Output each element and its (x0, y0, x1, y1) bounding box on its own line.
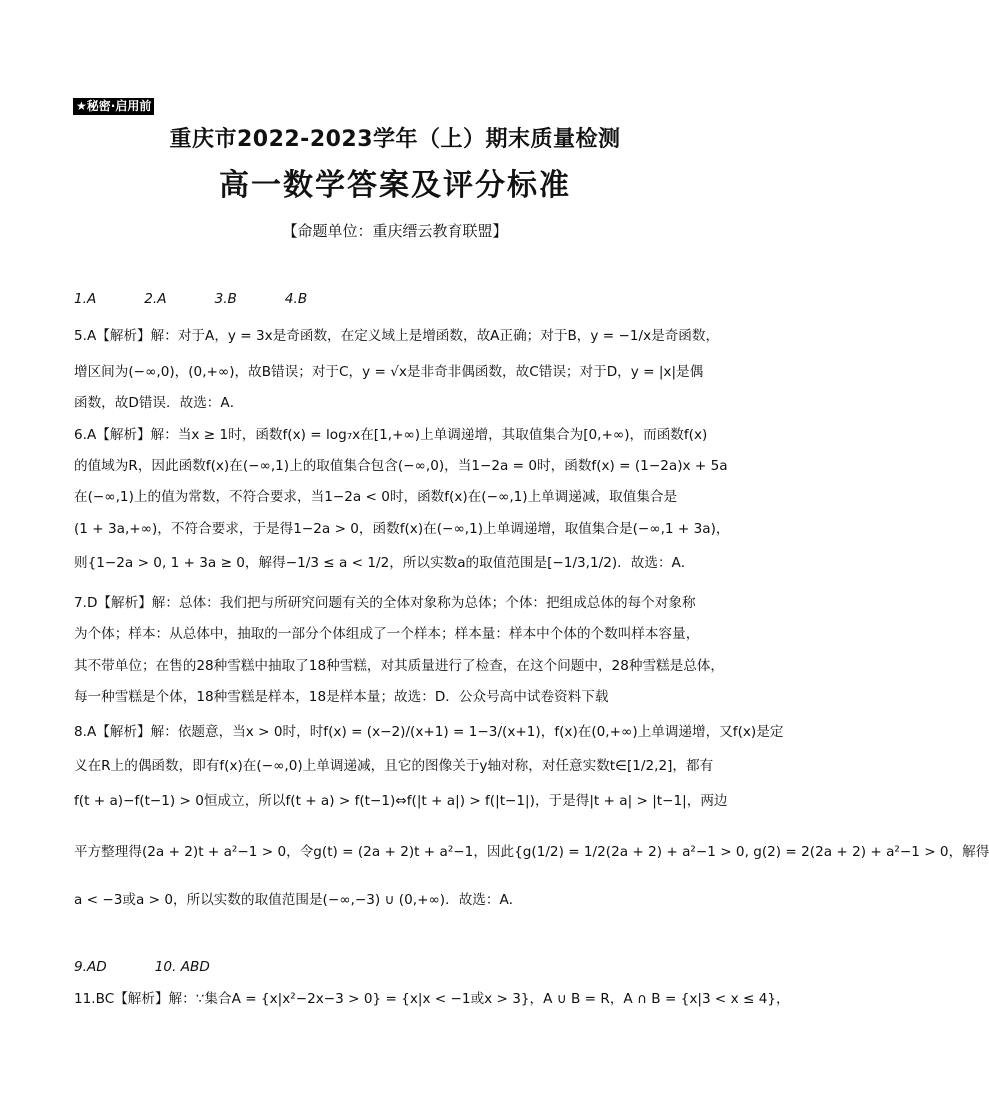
q7-line-2: 为个体；样本：从总体中，抽取的一部分个体组成了一个样本；样本量：样本中个体的个数叫样本容量， (74, 626, 700, 642)
q6-line-3: 在(−∞,1)上的值为常数，不符合要求，当1−2a < 0时，函数f(x)在(−∞,1)上单调递减，取值集合是 (74, 489, 678, 505)
q11-line-1: 11.BC【解析】解：∵集合A = {x|x²−2x−3 > 0} = {x|x < −1或x > 3}，A ∪ B = R，A ∩ B = {x|3 < x ≤ 4}， (74, 991, 790, 1007)
q7-line-1: 7.D【解析】解：总体：我们把与所研究问题有关的全体对象称为总体；个体：把组成总体的每个对象称 (74, 595, 696, 611)
q8-line-1: 8.A【解析】解：依题意，当x > 0时，时f(x) = (x−2)/(x+1) = 1−3/(x+1)，f(x)在(0,+∞)上单调递增，又f(x)是定 (74, 724, 784, 740)
organizer-line: 【命题单位：重庆缙云教育联盟】 (282, 222, 508, 240)
q8-line-2: 义在R上的偶函数，即有f(x)在(−∞,0)上单调递减，且它的图像关于y轴对称，对任意实数t∈[1/2,2]，都有 (74, 758, 714, 774)
q6-line-1: 6.A【解析】解：当x ≥ 1时，函数f(x) = log₇x在[1,+∞)上单调递增，其取值集合为[0,+∞)，而函数f(x) (74, 427, 708, 443)
q6-line-5: 则{1−2a > 0, 1 + 3a ≥ 0，解得−1/3 ≤ a < 1/2，所以实数a的取值范围是[−1/3,1/2)．故选：A． (74, 555, 695, 571)
answer-10: 10. ABD (154, 959, 210, 975)
document-subtitle: 高一数学答案及评分标准 (219, 168, 571, 203)
answer-2: 2.A (144, 291, 167, 307)
confidential-badge: ★秘密·启用前 (73, 98, 154, 115)
q8-line-3: f(t + a)−f(t−1) > 0恒成立，所以f(t + a) > f(t−1)⇔f(|t + a|) > f(|t−1|)，于是得|t + a| > |t−1|，两边 (74, 793, 728, 809)
q5-line-2: 增区间为(−∞,0)，(0,+∞)，故B错误；对于C，y = √x是非奇非偶函数，故C错误；对于D，y = |x|是偶 (74, 364, 704, 380)
q7-line-3: 其不带单位；在售的28种雪糕中抽取了18种雪糕，对其质量进行了检查，在这个问题中，28种雪糕是总体， (74, 658, 725, 674)
q6-line-2: 的值域为R，因此函数f(x)在(−∞,1)上的取值集合包含(−∞,0)，当1−2a = 0时，函数f(x) = (1−2a)x + 5a (74, 458, 728, 474)
q8-line-5: a < −3或a > 0，所以实数的取值范围是(−∞,−3) ∪ (0,+∞)．故选：A． (74, 892, 523, 908)
exam-title: 重庆市2022-2023学年（上）期末质量检测 (169, 127, 621, 152)
answer-1: 1.A (74, 291, 97, 307)
answers-row-1-4 (74, 289, 724, 309)
answer-4: 4.B (284, 291, 308, 307)
q6-line-4: (1 + 3a,+∞)，不符合要求，于是得1−2a > 0，函数f(x)在(−∞,1)上单调递增，取值集合是(−∞,1 + 3a)， (74, 521, 730, 537)
answer-3: 3.B (214, 291, 237, 307)
answers-row-9-10 (74, 957, 724, 977)
q5-line-3: 函数，故D错误．故选：A． (74, 395, 244, 411)
answer-9: 9.AD (74, 959, 107, 975)
q5-line-1: 5.A【解析】解：对于A，y = 3x是奇函数，在定义域上是增函数，故A正确；对于B，y = −1/x是奇函数， (74, 328, 720, 344)
q7-line-4: 每一种雪糕是个体，18种雪糕是样本，18是样本量；故选：D．公众号高中试卷资料下载 (74, 689, 609, 705)
q8-line-4: 平方整理得(2a + 2)t + a²−1 > 0，令g(t) = (2a + 2)t + a²−1，因此{g(1/2) = 1/2(2a + 2) + a²−1 > 0, g(2) = 2(2a + 2) + a²−1 > 0，解得 (74, 844, 989, 860)
